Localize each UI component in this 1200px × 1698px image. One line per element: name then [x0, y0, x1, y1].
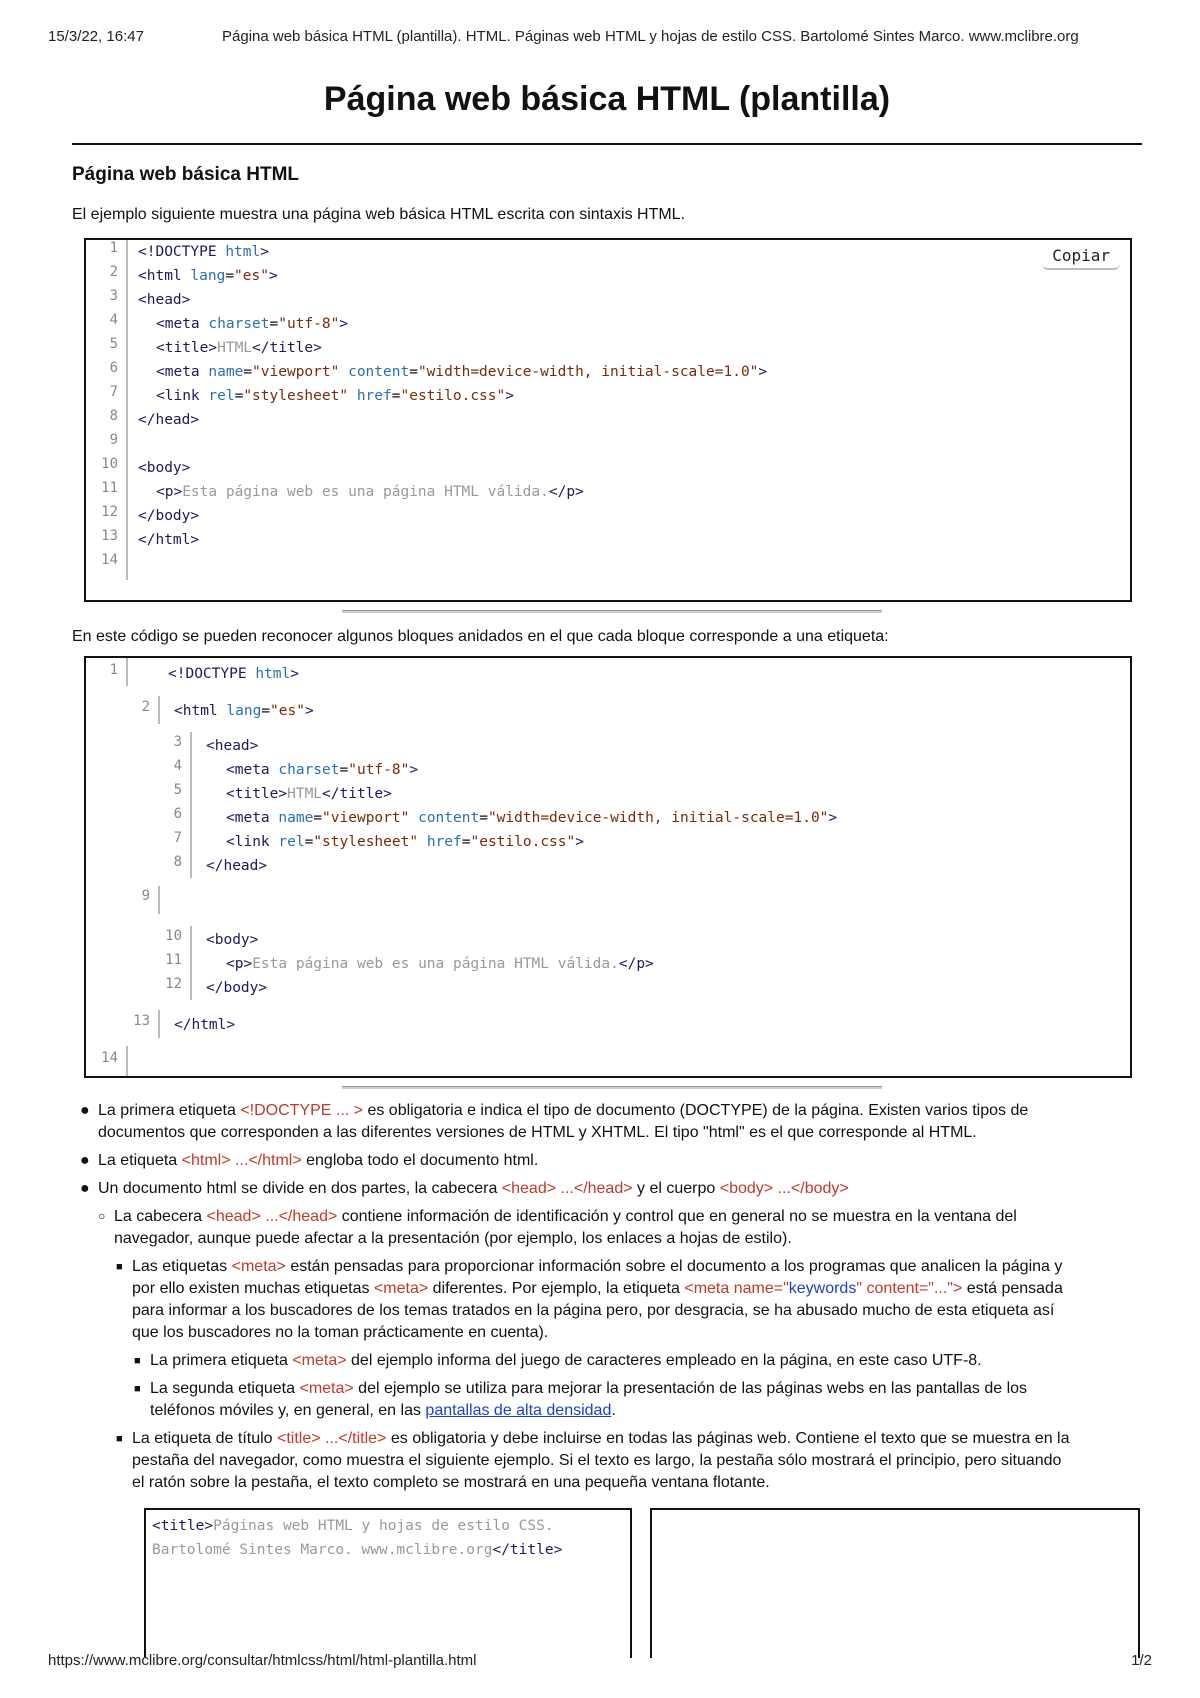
scroll-divider [342, 610, 882, 613]
line-gutter [126, 658, 128, 686]
code-line: </html> [138, 532, 200, 548]
line-number: 1 [109, 240, 118, 256]
code-line: <link rel="stylesheet" href="estilo.css"> [156, 388, 514, 404]
bullet-circle-icon: ○ [98, 1209, 106, 1223]
list-item: Un documento html se divide en dos partes, la cabecera <head> ...</head> y el cuerpo <body> ...</body> [98, 1180, 849, 1197]
nested-intro-paragraph: En este código se pueden reconocer algunos bloques anidados en el que cada bloque corresponde a una etiqueta: [72, 628, 889, 645]
code-line: <body> [138, 460, 191, 476]
list-item-line: navegador, aunque puede afectar a la presentación (por ejemplo, los enlaces a hojas de estilo). [114, 1230, 792, 1247]
bullet-disc-icon: ● [80, 1180, 90, 1197]
code-line: </body> [138, 508, 200, 524]
code-block-basic [84, 238, 1132, 602]
bullet-disc-icon: ● [80, 1152, 90, 1169]
code-line: Bartolomé Sintes Marco. www.mclibre.org</title> [152, 1542, 563, 1558]
bullet-square-icon: ■ [116, 1261, 123, 1273]
line-number: 11 [165, 952, 182, 968]
bullet-disc-icon: ● [80, 1102, 90, 1119]
print-title: Página web básica HTML (plantilla). HTML. Páginas web HTML y hojas de estilo CSS. Bartolomé Sintes Marco. www.mclibre.org [222, 28, 1079, 45]
code-line: <!DOCTYPE html> [138, 244, 269, 260]
title-example-code [144, 1508, 632, 1658]
line-number: 4 [173, 758, 182, 774]
line-gutter [190, 732, 192, 878]
browser-tab-preview [650, 1508, 1140, 1658]
line-number: 10 [101, 456, 118, 472]
list-item-line: por ello existen muchas etiquetas <meta> diferentes. Por ejemplo, la etiqueta <meta name="keywords" content="..."> está pensada [132, 1280, 1063, 1297]
code-line: <html lang="es"> [138, 268, 278, 284]
line-gutter [126, 1046, 128, 1076]
line-number: 8 [173, 854, 182, 870]
code-line: <title>HTML</title> [226, 786, 392, 802]
code-block-nested [84, 656, 1132, 1078]
list-item: La segunda etiqueta <meta> del ejemplo se utiliza para mejorar la presentación de las páginas webs en las pantallas de los [150, 1380, 1028, 1397]
code-line: <html lang="es"> [174, 703, 314, 719]
line-number: 9 [109, 432, 118, 448]
bullet-square-icon: ■ [116, 1433, 123, 1445]
list-item: La primera etiqueta <!DOCTYPE ... > es obligatoria e indica el tipo de documento (DOCTYPE) de la página. Existen varios tipos de [98, 1102, 1029, 1119]
line-number: 4 [109, 312, 118, 328]
code-line: <body> [206, 932, 259, 948]
list-item-line: el ratón sobre la pestaña, el texto completo se mostrará en una pequeña ventana flotante. [132, 1474, 770, 1491]
line-number: 6 [109, 360, 118, 376]
code-line: </body> [206, 980, 268, 996]
line-gutter [190, 926, 192, 1000]
list-item: Las etiquetas <meta> están pensadas para proporcionar información sobre el documento a los programas que analicen la página y [132, 1258, 1063, 1275]
intro-paragraph: El ejemplo siguiente muestra una página web básica HTML escrita con sintaxis HTML. [72, 206, 686, 223]
line-number: 12 [165, 976, 182, 992]
line-number: 3 [109, 288, 118, 304]
line-gutter [126, 240, 128, 580]
list-item-line: para informar a los buscadores de los temas tratados en la página pero, por desgracia, se ha abusado mucho de esta etiqueta así [132, 1302, 1055, 1319]
code-line: <p>Esta página web es una página HTML válida.</p> [226, 956, 654, 972]
list-item: La etiqueta <html> ...</html> engloba todo el documento html. [98, 1152, 539, 1169]
title-divider [72, 143, 1142, 145]
code-line: </head> [206, 858, 268, 874]
list-item-line: pestaña del navegador, como muestra el siguiente ejemplo. Si el texto es largo, la pestaña sólo mostrará el principio, pero situando [132, 1452, 1062, 1469]
line-number: 14 [101, 1050, 118, 1066]
list-item: La cabecera <head> ...</head> contiene información de identificación y control que en general no se muestra en la ventana del [114, 1208, 1017, 1225]
code-line: </head> [138, 412, 200, 428]
line-number: 6 [173, 806, 182, 822]
line-gutter [158, 696, 160, 724]
print-footer [48, 1652, 1152, 1672]
code-line: <p>Esta página web es una página HTML válida.</p> [156, 484, 584, 500]
bullet-square-icon: ■ [134, 1383, 141, 1395]
line-number: 5 [173, 782, 182, 798]
list-item: La etiqueta de título <title> ...</title> es obligatoria y debe incluirse en todas las páginas web. Contiene el texto que se muestra en la [132, 1430, 1070, 1447]
code-line: <meta name="viewport" content="width=device-width, initial-scale=1.0"> [226, 810, 838, 826]
line-number: 14 [101, 552, 118, 568]
copy-button[interactable]: Copiar [1042, 244, 1120, 270]
code-line: <title>Páginas web HTML y hojas de estilo CSS. [152, 1518, 554, 1534]
line-number: 1 [109, 662, 118, 678]
line-number: 7 [109, 384, 118, 400]
section-heading: Página web básica HTML [72, 164, 299, 185]
line-number: 5 [109, 336, 118, 352]
print-url: https://www.mclibre.org/consultar/htmlcss/html/html-plantilla.html [48, 1652, 477, 1669]
high-density-link[interactable]: pantallas de alta densidad [425, 1402, 612, 1419]
code-line: <link rel="stylesheet" href="estilo.css"> [226, 834, 584, 850]
line-number: 10 [165, 928, 182, 944]
line-number: 8 [109, 408, 118, 424]
page-title: Página web básica HTML (plantilla) [323, 80, 891, 118]
line-number: 2 [109, 264, 118, 280]
code-line: <title>HTML</title> [156, 340, 322, 356]
line-number: 13 [133, 1013, 150, 1029]
line-number: 11 [101, 480, 118, 496]
line-number: 13 [101, 528, 118, 544]
scroll-divider [342, 1086, 882, 1089]
code-line: <!DOCTYPE html> [168, 666, 299, 682]
line-gutter [158, 1010, 160, 1038]
code-line: <head> [138, 292, 191, 308]
print-datetime: 15/3/22, 16:47 [48, 28, 144, 45]
line-number: 3 [173, 734, 182, 750]
line-gutter [158, 886, 160, 914]
code-line: </html> [174, 1017, 236, 1033]
code-line: <meta charset="utf-8"> [226, 762, 419, 778]
code-line: <meta name="viewport" content="width=device-width, initial-scale=1.0"> [156, 364, 768, 380]
page-number: 1/2 [1131, 1652, 1152, 1669]
code-line: <head> [206, 738, 259, 754]
code-line: <meta charset="utf-8"> [156, 316, 349, 332]
list-item-line: teléfonos móviles y, en general, en las pantallas de alta densidad. [150, 1402, 616, 1419]
list-item-line: documentos que corresponden a las diferentes versiones de HTML y XHTML. El tipo "html" es el que corresponde al HTML. [98, 1124, 977, 1141]
bullet-square-icon: ■ [134, 1355, 141, 1367]
line-number: 12 [101, 504, 118, 520]
list-item: La primera etiqueta <meta> del ejemplo informa del juego de caracteres empleado en la página, en este caso UTF-8. [150, 1352, 982, 1369]
line-number: 9 [141, 888, 150, 904]
print-header [48, 28, 1152, 48]
line-number: 2 [141, 699, 150, 715]
list-item-line: que los buscadores no la toman prácticamente en cuenta). [132, 1324, 549, 1341]
line-number: 7 [173, 830, 182, 846]
